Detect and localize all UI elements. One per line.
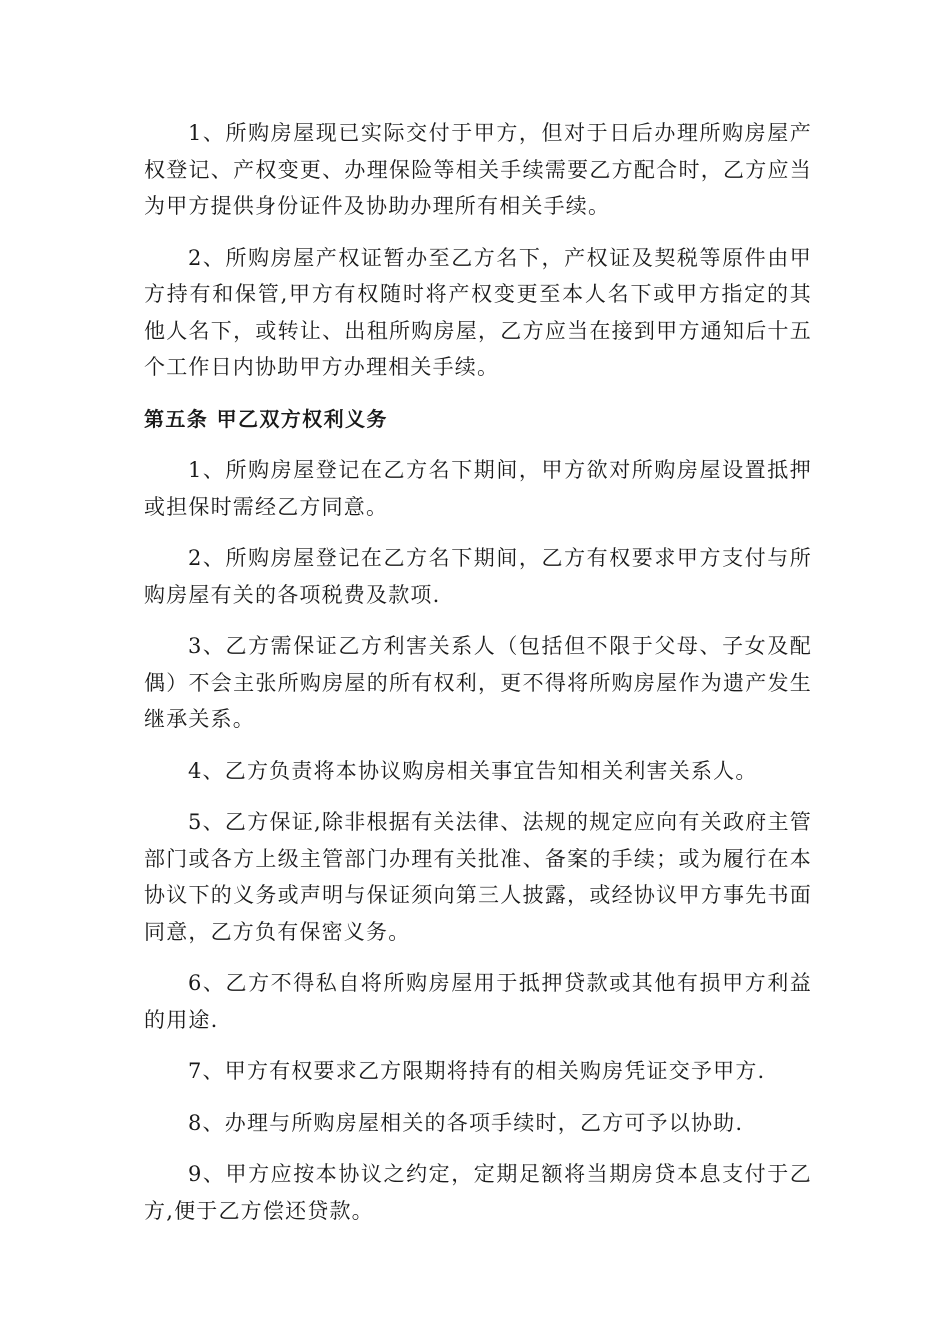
- section-heading: 第五条 甲乙双方权利义务: [144, 406, 388, 431]
- clause-paragraph: 5、乙方保证,除非根据有关法律、法规的规定应向有关政府主管部门或各方上级主管部门办理有关批准、备案的手续；或为履行在本协议下的义务或声明与保证须向第三人披露，或经协议甲方事先书面同意，乙方负有保密义务。: [144, 810, 812, 944]
- clause-paragraph: 1、所购房屋现已实际交付于甲方，但对于日后办理所购房屋产权登记、产权变更、办理保险等相关手续需要乙方配合时，乙方应当为甲方提供身份证件及协助办理所有相关手续。: [144, 121, 812, 218]
- clause-paragraph: 9、甲方应按本协议之约定，定期足额将当期房贷本息支付于乙方,便于乙方偿还贷款。: [144, 1162, 812, 1223]
- clause-paragraph: 2、所购房屋产权证暂办至乙方名下，产权证及契税等原件由甲方持有和保管,甲方有权随时将产权变更至本人名下或甲方指定的其他人名下，或转让、出租所购房屋，乙方应当在接到甲方通知后十五个工作日内协助甲方办理相关手续。: [144, 245, 812, 379]
- clause-paragraph: 7、甲方有权要求乙方限期将持有的相关购房凭证交予甲方.: [188, 1059, 766, 1083]
- clause-paragraph: 8、办理与所购房屋相关的各项手续时，乙方可予以协助.: [188, 1110, 744, 1135]
- clause-paragraph: 2、所购房屋登记在乙方名下期间，乙方有权要求甲方支付与所购房屋有关的各项税费及款项.: [144, 546, 812, 607]
- clause-paragraph: 4、乙方负责将本协议购房相关事宜告知相关利害关系人。: [188, 758, 758, 783]
- document-body: [144, 115, 812, 1244]
- clause-paragraph: 3、乙方需保证乙方利害关系人（包括但不限于父母、子女及配偶）不会主张所购房屋的所有权利，更不得将所购房屋作为遗产发生继承关系。: [144, 634, 812, 731]
- clause-paragraph: 1、所购房屋登记在乙方名下期间，甲方欲对所购房屋设置抵押或担保时需经乙方同意。: [144, 458, 812, 519]
- clause-paragraph: 6、乙方不得私自将所购房屋用于抵押贷款或其他有损甲方利益的用途.: [144, 971, 812, 1032]
